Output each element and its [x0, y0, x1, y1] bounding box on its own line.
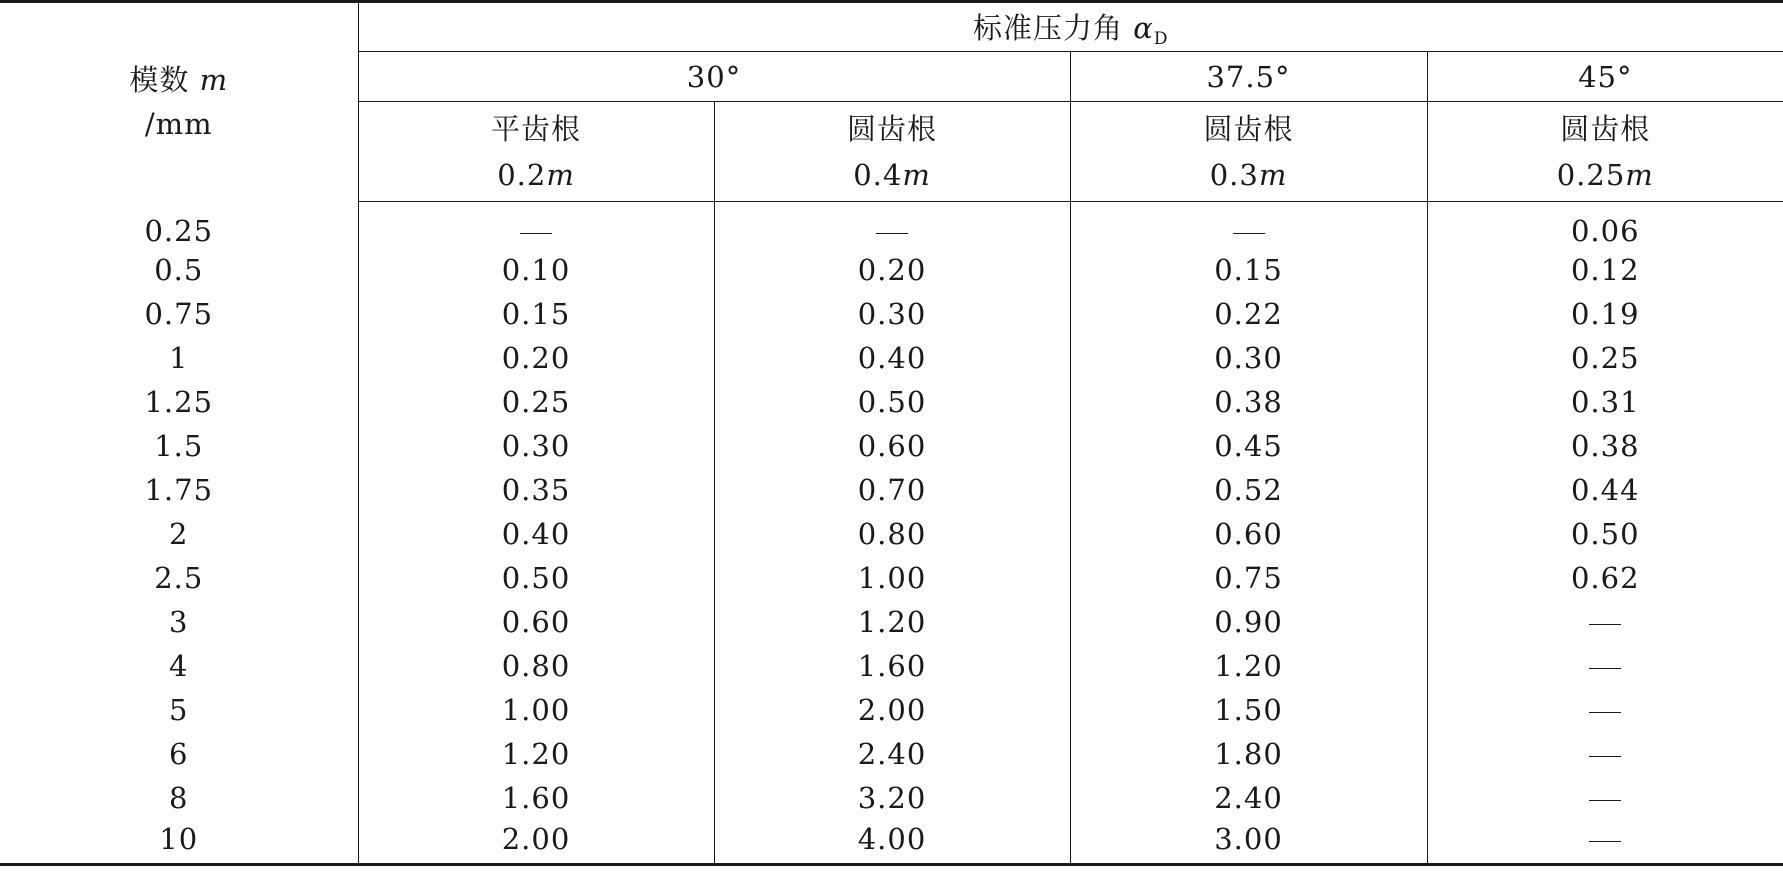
value-cell: 1.20 — [1070, 644, 1427, 688]
value-cell: 1.60 — [714, 644, 1070, 688]
value-cell: 0.60 — [714, 424, 1070, 468]
value-cell: 0.35 — [358, 468, 714, 512]
value-cell: 1.50 — [1070, 688, 1427, 732]
value-cell — [1070, 202, 1427, 249]
module-cell: 0.75 — [0, 292, 358, 336]
module-cell: 1.25 — [0, 380, 358, 424]
root-type-header — [1427, 102, 1783, 202]
value-cell: 0.15 — [1070, 248, 1427, 292]
angle-30-header: 30° — [358, 52, 1070, 102]
table-body — [0, 202, 1783, 865]
value-cell: 0.10 — [358, 248, 714, 292]
empty-dash — [1589, 756, 1621, 757]
value-cell: 0.80 — [358, 644, 714, 688]
module-label-line — [0, 58, 358, 102]
value-cell: 0.25 — [1570, 341, 1640, 375]
value-cell: 0.45 — [1070, 424, 1427, 468]
value-cell: 2.40 — [1070, 776, 1427, 820]
module-cell: 0.25 — [0, 202, 358, 249]
root-coefficient-value: 0.2 — [497, 157, 547, 192]
value-cell — [1427, 776, 1783, 820]
empty-dash — [1589, 668, 1621, 669]
value-cell: 0.50 — [1570, 517, 1640, 551]
value-cell: 0.20 — [714, 248, 1070, 292]
root-type-header — [1070, 102, 1427, 202]
value-cell: 0.80 — [714, 512, 1070, 556]
value-cell: 0.15 — [358, 292, 714, 336]
value-cell: 0.31 — [1570, 385, 1640, 419]
value-cell — [358, 202, 714, 249]
value-cell: 0.40 — [358, 512, 714, 556]
value-cell — [714, 202, 1070, 249]
table-row — [0, 248, 1783, 292]
empty-dash — [1589, 800, 1621, 801]
root-coefficient-symbol: m — [1625, 157, 1654, 192]
root-coefficient-value: 0.3 — [1209, 157, 1259, 192]
root-coefficient-value: 0.25 — [1556, 157, 1626, 192]
module-cell: 1 — [0, 336, 358, 380]
root-coefficient-symbol: m — [1258, 157, 1288, 192]
value-cell: 0.70 — [714, 468, 1070, 512]
value-cell: 0.40 — [714, 336, 1070, 380]
module-cell: 5 — [0, 688, 358, 732]
empty-dash — [1589, 712, 1621, 713]
root-type-label: 圆齿根 — [1560, 111, 1651, 146]
root-coefficient — [1428, 152, 1783, 198]
value-cell: 0.44 — [1570, 473, 1640, 507]
value-cell: 1.20 — [358, 732, 714, 776]
empty-dash — [520, 233, 552, 234]
module-cell: 2 — [0, 512, 358, 556]
empty-dash — [876, 233, 908, 234]
table-row — [0, 468, 1783, 512]
value-cell: 0.30 — [714, 292, 1070, 336]
value-cell: 0.50 — [714, 380, 1070, 424]
table-row — [0, 600, 1783, 644]
value-cell: 0.38 — [1070, 380, 1427, 424]
pressure-angle-header — [358, 2, 1783, 52]
root-coefficient-symbol: m — [546, 157, 575, 192]
root-type-header — [714, 102, 1070, 202]
module-cell: 1.75 — [0, 468, 358, 512]
angle-37-5-header: 37.5° — [1070, 52, 1427, 102]
value-cell — [1427, 644, 1783, 688]
table-row — [0, 820, 1783, 864]
empty-dash — [1589, 841, 1621, 842]
value-cell: 0.75 — [1070, 556, 1427, 600]
value-cell — [1427, 688, 1783, 732]
module-cell: 10 — [0, 820, 358, 864]
value-cell: 3.20 — [714, 776, 1070, 820]
module-column-header — [0, 2, 358, 202]
value-cell: 4.00 — [714, 820, 1070, 864]
value-cell: 0.90 — [1070, 600, 1427, 644]
table-row — [0, 336, 1783, 380]
module-cell: 3 — [0, 600, 358, 644]
value-cell: 0.30 — [1070, 336, 1427, 380]
module-cell: 8 — [0, 776, 358, 820]
value-cell — [1427, 820, 1783, 864]
module-cell: 0.5 — [0, 248, 358, 292]
value-cell: 0.38 — [1570, 429, 1640, 463]
table-row — [0, 644, 1783, 688]
empty-dash — [1589, 624, 1621, 625]
module-cell: 6 — [0, 732, 358, 776]
module-cell: 1.5 — [0, 424, 358, 468]
value-cell: 0.25 — [358, 380, 714, 424]
pressure-angle-subscript: D — [1153, 28, 1169, 49]
value-cell — [1427, 600, 1783, 644]
value-cell: 0.20 — [358, 336, 714, 380]
value-cell: 1.60 — [358, 776, 714, 820]
module-label: 模数 — [129, 63, 190, 98]
value-cell: 2.00 — [714, 688, 1070, 732]
table-row — [0, 424, 1783, 468]
root-type-label: 平齿根 — [490, 111, 581, 146]
value-cell: 1.20 — [714, 600, 1070, 644]
module-symbol: m — [199, 63, 229, 98]
module-cell: 4 — [0, 644, 358, 688]
table-row — [0, 732, 1783, 776]
value-cell: 1.00 — [714, 556, 1070, 600]
table-header — [0, 2, 1783, 202]
value-cell: 1.00 — [358, 688, 714, 732]
value-cell: 2.00 — [358, 820, 714, 864]
value-cell: 0.50 — [358, 556, 714, 600]
empty-dash — [1233, 233, 1265, 234]
table-row — [0, 292, 1783, 336]
root-coefficient-value: 0.4 — [853, 157, 903, 192]
table-row — [0, 202, 1783, 249]
value-cell: 0.22 — [1070, 292, 1427, 336]
value-cell: 0.60 — [1070, 512, 1427, 556]
module-unit: /mm — [144, 107, 213, 142]
value-cell: 0.12 — [1570, 253, 1640, 287]
table-row — [0, 776, 1783, 820]
root-type-label: 圆齿根 — [1203, 111, 1294, 146]
root-coefficient — [715, 152, 1070, 198]
value-cell: 0.60 — [358, 600, 714, 644]
value-cell: 0.06 — [1570, 214, 1640, 248]
value-cell: 3.00 — [1070, 820, 1427, 864]
root-type-label: 圆齿根 — [846, 111, 937, 146]
value-cell: 0.30 — [358, 424, 714, 468]
value-cell: 0.62 — [1570, 561, 1640, 595]
pressure-angle-symbol: α — [1133, 10, 1154, 45]
value-cell — [1427, 732, 1783, 776]
root-coefficient — [359, 152, 714, 198]
table-row — [0, 688, 1783, 732]
value-cell: 0.52 — [1070, 468, 1427, 512]
value-cell: 0.19 — [1570, 297, 1640, 331]
root-type-header — [358, 102, 714, 202]
root-coefficient — [1071, 152, 1427, 198]
value-cell: 2.40 — [714, 732, 1070, 776]
root-coefficient-symbol: m — [902, 157, 931, 192]
module-cell: 2.5 — [0, 556, 358, 600]
angle-45-header: 45° — [1427, 52, 1783, 102]
pressure-angle-label: 标准压力角 — [973, 10, 1124, 45]
table-row — [0, 380, 1783, 424]
table-row — [0, 556, 1783, 600]
table-row — [0, 512, 1783, 556]
value-cell: 1.80 — [1070, 732, 1427, 776]
